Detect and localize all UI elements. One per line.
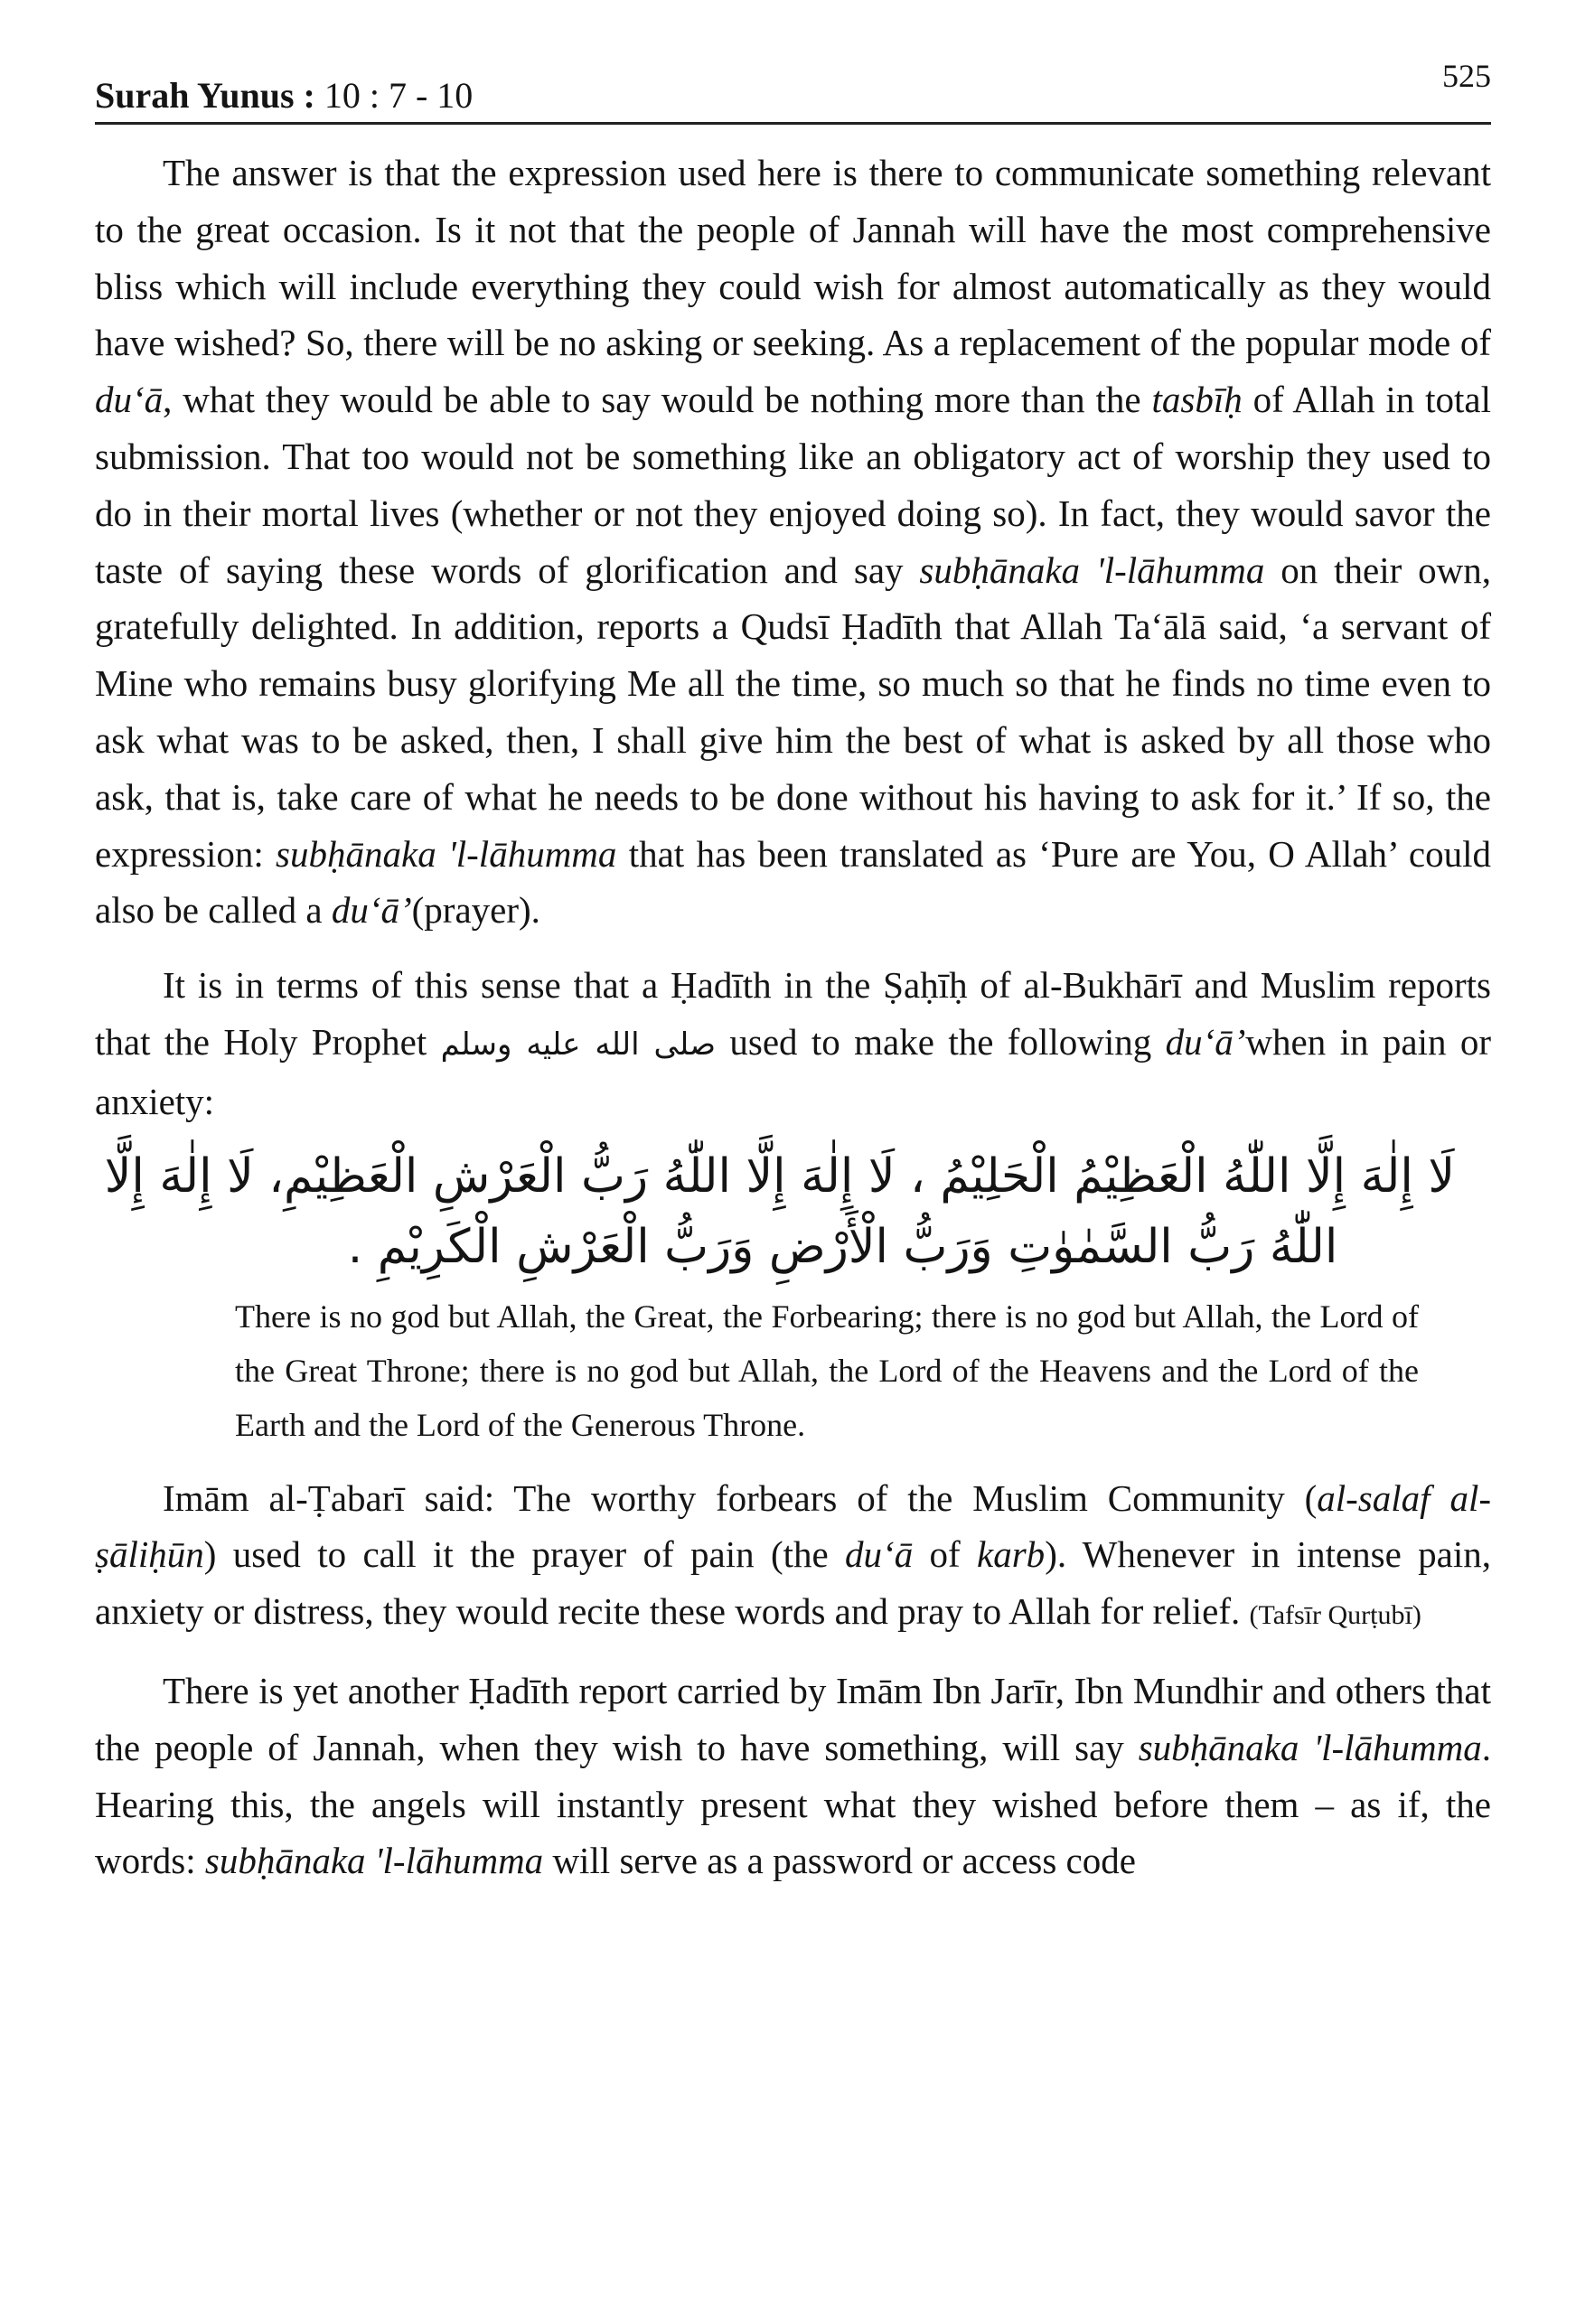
paragraph-2 xyxy=(95,957,1491,1129)
arabic-line-2: اللّٰهُ رَبُّ السَّمٰوٰتِ وَرَبُّ الْأَرْضِ وَرَبُّ الْعَرْشِ الْكَرِيْمِ . xyxy=(347,1219,1338,1274)
text-run: . Hearing this, the angels will instantly present what they wished before them – as if, the words: xyxy=(95,1726,1491,1882)
text-run: when in pain or anxiety: xyxy=(95,1020,1491,1122)
paragraph-1 xyxy=(95,145,1491,939)
italic-term: subḥānaka 'l-lāhumma xyxy=(1138,1726,1482,1768)
paragraph-3 xyxy=(95,1470,1491,1645)
italic-term: du‘ā’ xyxy=(1165,1020,1246,1063)
text-run: will serve as a password or access code xyxy=(543,1840,1136,1882)
dua-translation: There is no god but Allah, the Great, the Forbearing; there is no god but Allah, the Lord of the Great Throne; there is no god but Allah, the Lord of the Heavens and the Lord of the Earth and the Lord of the Generous Throne. xyxy=(235,1298,1419,1443)
text-run: ) used to call it the prayer of pain (the xyxy=(203,1533,846,1576)
text-run: Imām al-Ṭabarī said: The worthy forbears of the Muslim Community ( xyxy=(163,1476,1318,1519)
text-run: There is yet another Ḥadīth report carried by Imām Ibn Jarīr, Ibn Mundhir and others that the people of Jannah, when they wish to have something, will say xyxy=(95,1669,1491,1768)
italic-term: subḥānaka 'l-lāhumma xyxy=(919,548,1265,591)
arabic-line-1: لَا إِلٰهَ إِلَّا اللّٰهُ الْعَظِيْمُ الْحَلِيْمُ ، لَا إِلٰهَ إِلَّا اللّٰهُ رَبُّ الْعَرْشِ الْعَظِيْمِ، لَا إِلٰهَ إِلَّا xyxy=(104,1148,1455,1204)
italic-term: tasbīḥ xyxy=(1151,379,1243,421)
source-citation: (Tafsīr Qurṭubī) xyxy=(1249,1600,1421,1631)
paragraph-4 xyxy=(95,1663,1491,1889)
italic-term: subḥānaka 'l-lāhumma xyxy=(276,832,617,875)
text-run: on their own, gratefully delighted. In addition, reports a Qudsī Ḥadīth that Allah Ta‘ālā said, ‘a servant of Mine who remains busy glorifying Me all the time, so much so that he finds no time even to ask what was to be asked, then, I shall give him the best of what is asked by all those who ask, that is, take care of what he needs to be done without his having to ask for it.’ If so, the expression: xyxy=(95,548,1492,875)
dua-quote xyxy=(95,1141,1491,1452)
text-run: The answer is that the expression used here is there to communicate something relevant to the great occasion. Is it not that the people of Jannah will have the most comprehensive bliss which will include everything they could wish for almost automatically as they would have wished? So, there will be no asking or seeking. As a replacement of the popular mode of xyxy=(95,152,1491,364)
running-header xyxy=(95,50,1491,125)
italic-term: du‘ā xyxy=(95,379,164,421)
page-body xyxy=(95,145,1491,1889)
text-run: of xyxy=(913,1533,978,1576)
italic-term: du‘ā xyxy=(845,1533,914,1576)
chapter-reference xyxy=(95,74,473,117)
text-run: used to make the following xyxy=(716,1020,1166,1063)
text-run: , what they would be able to say would be nothing more than the xyxy=(163,379,1152,421)
italic-term: karb xyxy=(977,1533,1046,1576)
book-page xyxy=(95,50,1491,1889)
italic-term: du‘ā’ xyxy=(331,889,412,932)
text-run: of Allah in total submission. That too would not be something like an obligatory act of worship they used to do in their mortal lives (whether or not they enjoyed doing so). In fact, they would savor the taste of saying these words of glorification and say xyxy=(95,379,1491,591)
italic-term: al-salaf al-ṣāliḥūn xyxy=(95,1476,1492,1576)
page-number: 525 xyxy=(1442,58,1491,94)
verse-range: 10 : 7 - 10 xyxy=(324,75,474,116)
text-run: (prayer). xyxy=(411,889,540,932)
text-run: It is in terms of this sense that a Ḥadīth in the Ṣaḥīḥ of al-Bukhārī and Muslim reports that the Holy Prophet xyxy=(95,964,1491,1063)
arabic-dua xyxy=(104,1141,1455,1282)
salutation-arabic: صلى الله عليه وسلم xyxy=(440,1026,716,1063)
text-run: ). Whenever in intense pain, anxiety or distress, they would recite these words and pray to Allah for relief. xyxy=(95,1533,1491,1633)
italic-term: subḥānaka 'l-lāhumma xyxy=(204,1840,544,1882)
text-run: that has been translated as ‘Pure are You, O Allah’ could also be called a xyxy=(95,832,1491,932)
surah-title: Surah Yunus : xyxy=(95,75,315,116)
